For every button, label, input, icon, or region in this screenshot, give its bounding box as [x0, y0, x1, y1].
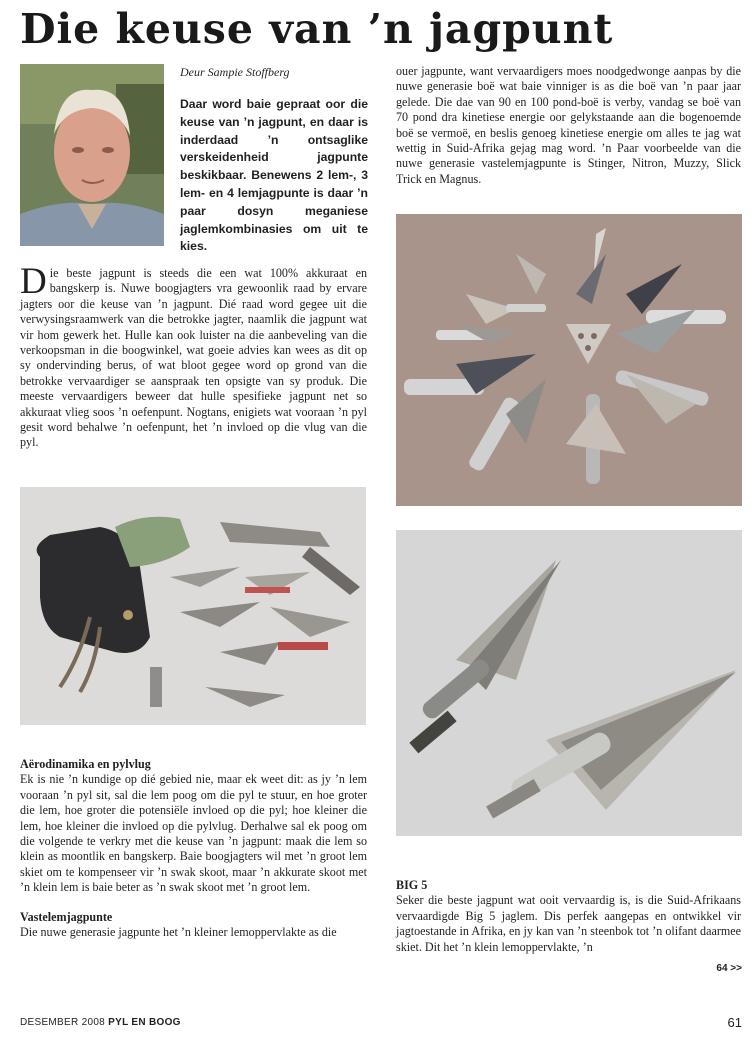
- right-column-lower: [396, 878, 741, 955]
- byline: Deur Sampie Stoffberg: [180, 65, 290, 79]
- page-number: 61: [727, 1015, 742, 1030]
- footer-magazine: PYL EN BOOG: [108, 1017, 181, 1028]
- left-column-lower: [20, 757, 367, 940]
- right-column-upper: [396, 64, 741, 187]
- article-title: Die keuse van ’n jagpunt: [20, 5, 614, 53]
- section-heading-fixed-blades: Vastelemjagpunte: [20, 909, 113, 924]
- section-text-fixed-blades-continued: ouer jagpunte, want vervaardigers moes noodgedwonge aanpas by die nuwe generasie boë wat baie vinniger is as die boë van ’n paar jaar gelede. Die dae van 90 en 100 pond-boë is verby, vandag se boë van 70 pond dra kinetiese energie oor gelykstaande aan die bogenoemde boë se vermoë, en beslis genoeg kinetiese energie om alles te jag wat wettig in Suid-Afrika gejag mag word. ’n Paar voorbeelde van die nuwe generasie vastelemjagpunte is Stinger, Nitron, Muzzy, Slick Trick en Magnus.: [396, 64, 741, 186]
- drop-cap: D: [20, 261, 47, 302]
- section-text-aerodynamics: Ek is nie ’n kundige op dié gebied nie, maar ek weet dit: as jy ’n lem vooraan ’n pyl sit, sal die lem poog om die pyl te stuur, en hoe groter die lem, hoe groter die potensiële invloed op die pyl; hoe kleiner die lem, hoe kleiner die invloed op die pylvlug. Derhalwe sal ek poog om die volgende te verkry met die keuse van ’n jagpunt: maak die lem so klein as moontlik en bangskerp. Baie boogjagters wil met ’n groot lem skiet om te kompenseer vir ’n swak skoot, maar ’n akkurate skoot met ’n klein lem is baie beter as ’n swak skoot met ’n groot lem.: [20, 772, 367, 895]
- big5-broadheads-photo: [396, 530, 742, 836]
- section-text-fixed-blades-start: Die nuwe generasie jagpunte het ’n kleiner lemoppervlakte as die: [20, 925, 337, 940]
- continued-on-page-link[interactable]: 64 >>: [716, 963, 742, 974]
- broadheads-assortment-photo: [20, 487, 366, 725]
- footer-date: DESEMBER 2008: [20, 1017, 106, 1028]
- paragraph-text: ie beste jagpunt is steeds die een wat 100% akkuraat en bangskerp is. Nuwe boogjagters vra gewoonlik raad by ervare jagters oor die keuse van ’n jagpunt. Dié raad word gegee uit die verwysingsraamwerk van die betrokke jagter, naamlik die jagpunt wat vir hom gewerk het. Hulle kan ook luister na die aanbeveling van die verkoopsman in die boogwinkel, wat goeie advies kan wees as dit op sy ondervinding berus, of wat bloot gegee word op grond van die betrokke vervaardiger se aanspraak ten opsigte van sy produk. Die meeste vervaardigers beweer dat hulle spesifieke jagpunt net so akkuraat vlieg soos ’n oefenpunt. Nogtans, enigiets wat vooraan ’n pyl gesit word behalwe ’n oefenpunt, het ’n invloed op die vlug van die pyl.: [20, 266, 367, 450]
- section-text-big5: Seker die beste jagpunt wat ooit vervaardig is, is die Suid-Afrikaans vervaardigde Big 5 jaglem. Dis perfek aangepas en ontwikkel vir jagtoestande in Afrika, en jy kan van ’n steenbok tot ’n olifant daarmee skiet. Dit het ’n klein lemoppervlakte, ’n: [396, 893, 741, 954]
- section-heading-big5: BIG 5: [396, 878, 428, 892]
- footer: [20, 1017, 181, 1028]
- intro-text: Daar word baie gepraat oor die keuse van ’n jagpunt, en daar is inderdaad ’n ontsaglike verskeidenheid jagpunte beskikbaar. Benewens 2 lem-, 3 lem- en 4 lemjagpunte is daar ’n paar dosyn meganiese jaglemkombinasies om uit te kies.: [180, 97, 368, 254]
- broadheads-circle-photo: [396, 214, 742, 506]
- author-photo: [20, 64, 164, 246]
- main-paragraph: [20, 261, 367, 451]
- section-heading-aerodynamics: Aërodinamika en pylvlug: [20, 757, 151, 771]
